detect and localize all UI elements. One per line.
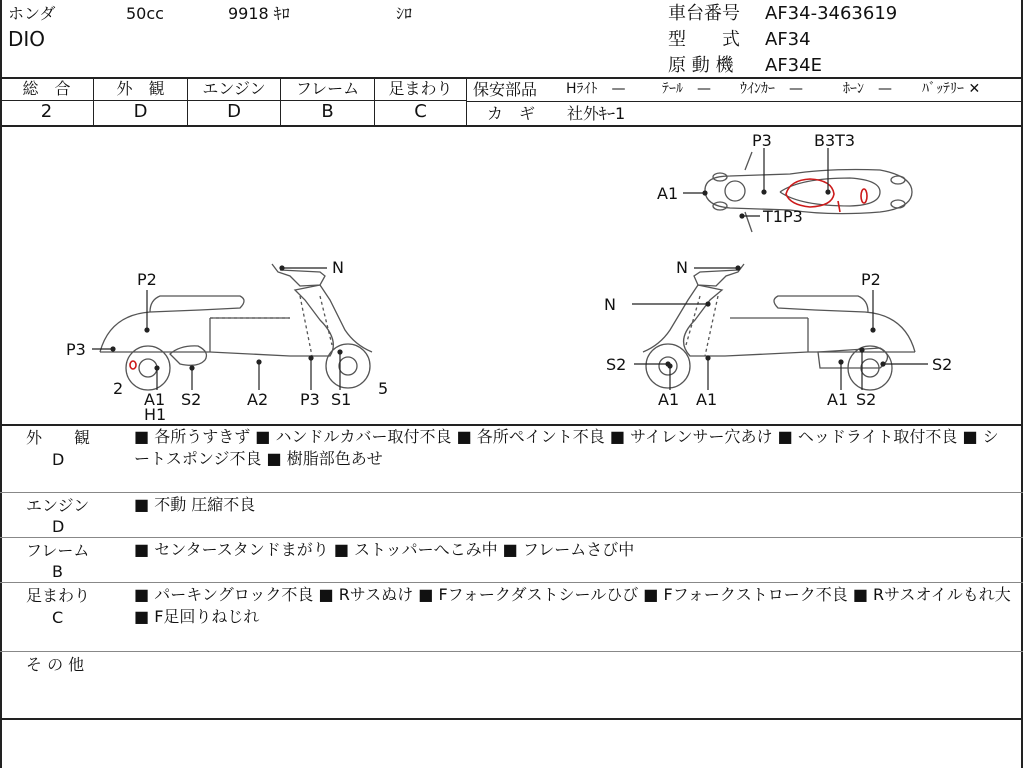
label-right-p2: P2 [861,270,881,289]
grade-head-exterior: 外 観 [116,79,165,98]
maker-name: ホンダ [8,4,56,23]
type-value: AF34 [765,29,811,50]
grade-head-frame: フレーム [295,79,360,98]
grade-frame: B [321,101,334,122]
label-right-n-top: N [676,258,688,277]
label-top-b3t3: B3T3 [814,131,856,150]
remark-exterior-text: ■ 各所うすきず ■ ハンドルカバー取付不良 ■ 各所ペイント不良 ■ サイレンサー穴あけ ■ ヘッドライト取付不良 ■ シートスポンジ不良 ■ 樹脂部色あせ [134,427,999,468]
remark-frame-text: ■ センタースタンドまがり ■ ストッパーへこみ中 ■ フレームさび中 [134,540,635,559]
remark-suspension-grade: C [52,608,64,627]
safety-taillight: ﾃｰﾙ — [662,81,711,97]
remark-exterior-grade: D [52,450,65,469]
grade-engine: D [227,101,241,122]
damage-marks [130,179,867,369]
remark-frame-grade: B [52,562,63,581]
label-left-h1: H1 [144,405,167,424]
top-view-scooter [705,152,912,232]
mileage: 9918 ｷﾛ [228,4,290,23]
remark-other-label: そ の 他 [26,655,85,674]
label-left-p3b: P3 [300,390,320,409]
grade-head-engine: エンジン [202,79,266,98]
remark-engine-label: エンジン [26,496,90,515]
body-color: ｼﾛ [396,4,413,23]
label-left-p3: P3 [66,340,86,359]
safety-headlight: Hﾗｲﾄ — [566,81,626,97]
grade-head-overall: 総 合 [22,79,71,98]
label-top-p3: P3 [752,131,772,150]
grade-head-suspension: 足まわり [388,79,453,98]
label-left-a1: A1 [144,390,166,409]
safety-label: 保安部品 [473,80,538,99]
key-value: 社外ｷｰ1 [567,104,626,123]
safety-horn: ﾎｰﾝ — [843,81,892,97]
type-label: 型 式 [668,29,740,50]
label-right-n-mid: N [604,295,616,314]
engine-label: 原 動 機 [668,55,734,76]
safety-winker: ｳｲﾝｶｰ — [740,81,803,97]
grade-exterior: D [133,101,148,122]
label-left-s1: S1 [331,390,352,409]
model-name: DIO [8,27,46,51]
remark-engine-text: ■ 不動 圧縮不良 [134,495,256,514]
label-right-a1-c: A1 [827,390,849,409]
label-left-a2: A2 [247,390,269,409]
remark-engine-grade: D [52,517,65,536]
key-label: カ ギ [487,104,536,123]
label-right-a1-a: A1 [658,390,680,409]
remark-suspension-text: ■ パーキングロック不良 ■ Rサスぬけ ■ Fフォークダストシールひび ■ Fフォークストローク不良 ■ Rサスオイルもれ大 ■ F足回りねじれ [134,585,1011,626]
label-right-s2-bottom: S2 [856,390,877,409]
remark-frame-label: フレーム [26,541,90,560]
label-right-a1-b: A1 [696,390,718,409]
grade-overall: 2 [40,101,53,122]
label-left-2: 2 [113,379,124,398]
remark-suspension-label: 足まわり [26,586,91,605]
label-left-5: 5 [378,379,389,398]
label-right-s2-right: S2 [932,355,953,374]
displacement: 50cc [126,4,164,23]
label-left-n: N [332,258,344,277]
label-left-s2: S2 [181,390,202,409]
engine-value: AF34E [765,55,822,76]
grade-suspension: C [414,101,427,122]
chassis-label: 車台番号 [668,3,740,24]
chassis-value: AF34-3463619 [765,3,898,24]
label-right-s2-left: S2 [606,355,627,374]
label-top-t1p3: T1P3 [763,207,803,226]
label-top-a1: A1 [657,184,679,203]
safety-battery: ﾊﾞｯﾃﾘｰ ✕ [922,81,981,97]
remark-exterior-label: 外 観 [26,428,91,447]
label-left-p2: P2 [137,270,157,289]
